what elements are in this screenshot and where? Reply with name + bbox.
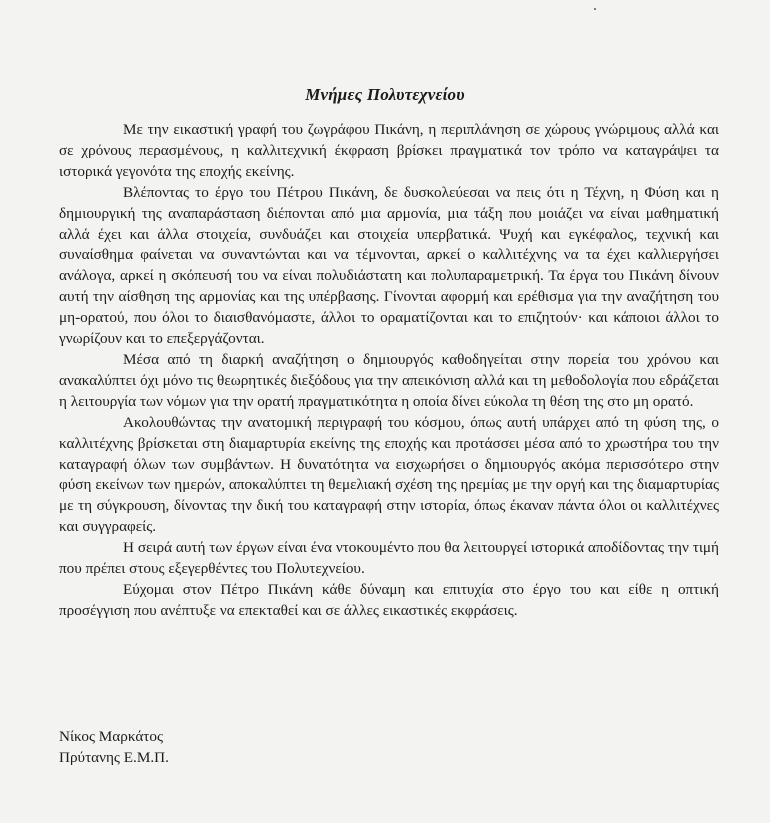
paragraph-6: Εύχομαι στον Πέτρο Πικάνη κάθε δύναμη και επιτυχία στο έργο του και είθε η οπτική προσέγγιση που ανέπτυξε να επεκταθεί και σε άλλες εικαστικές εκφράσεις. [59, 580, 719, 619]
paragraph-1: Με την εικαστική γραφή του ζωγράφου Πικάνη, η περιπλάνηση σε χώρους γνώριμους αλλά και σε χρόνους περασμένους, η καλλιτεχνική έκφραση βρίσκει πραγματικά τον τρόπο να καταγράψει τα ιστορικά γεγονότα της εποχής εκείνης. [59, 121, 719, 180]
signature-name: Νίκος Μαρκάτος [59, 728, 164, 745]
signature-block [59, 727, 169, 769]
document-body [59, 120, 719, 622]
paragraph-4: Ακολουθώντας την ανατομική περιγραφή του κόσμου, όπως αυτή υπάρχει από τη φύση της, ο καλλιτέχνης βρίσκεται στη διαμαρτυρία εκείνης της εποχής και προτάσσει μέσα από το χρωστήρα του την καταγραφή όλων των συμβάντων. Η δυνατότητα να εισχωρήσει ο δημιουργός ακόμα περισσότερο στην φύση εκείνων των ημερών, αποκαλύπτει τη θεμελιακή σχέση της ηρεμίας με την οργή και της διαμαρτυρίας με τη σύγκρουση, δίνοντας την δική του καταγραφή στην ιστορία, όπως έκαναν πάντα όλοι οι καλλιτέχνες και συγγραφείς. [59, 413, 719, 536]
document-title: Μνήμες Πολυτεχνείου [305, 85, 465, 104]
signature-role: Πρύτανης Ε.Μ.Π. [59, 748, 169, 766]
paragraph-5: Η σειρά αυτή των έργων είναι ένα ντοκουμέντο που θα λειτουργεί ιστορικά αποδίδοντας την τιμή που πρέπει στους εξεγερθέντες του Πολυτεχνείου. [59, 539, 719, 578]
paragraph-2: Βλέποντας το έργο του Πέτρου Πικάνη, δε δυσκολεύεσαι να πεις ότι η Τέχνη, η Φύση και η δημιουργική της αναπαράσταση διέπονται από μια αρμονία, μια τάξη που μοιάζει να είναι μαθηματική αλλά έχει και άλλα στοιχεία, συνδυάζει και στοιχεία υπερβατικά. Ψυχή και εγκέφαλος, τεχνική και συναίσθημα φαίνεται να συναντώνται και να τέμνονται, αρκεί ο καλλιτέχνης να τα έχει καλλιεργήσει ανάλογα, αρκεί η σκόπευσή του να είναι πολυδιάστατη και πολυπαραμετρική. Τα έργα του Πικάνη δίνουν αυτή την αίσθηση της αρμονίας και της υπέρβασης. Γίνονται αφορμή και ερέθισμα για την αναζήτηση του μη-ορατού, που όλοι το διαισθανόμαστε, άλλοι το οραματίζονται και το επιζητούν· και κάποιοι άλλοι το γνωρίζουν και το επεξεργάζονται. [59, 183, 719, 348]
paper-speck [594, 8, 596, 10]
paragraph-3: Μέσα από τη διαρκή αναζήτηση ο δημιουργός καθοδηγείται στην πορεία του χρόνου και ανακαλύπτει όχι μόνο τις θεωρητικές διεξόδους για την απεικόνιση αλλά και τη μεθοδολογία που εδράζεται η λειτουργία των νόμων για την ορατή πραγματικότητα η οποία δίνει εύκολα τη θέση της στο μη ορατό. [59, 350, 719, 410]
